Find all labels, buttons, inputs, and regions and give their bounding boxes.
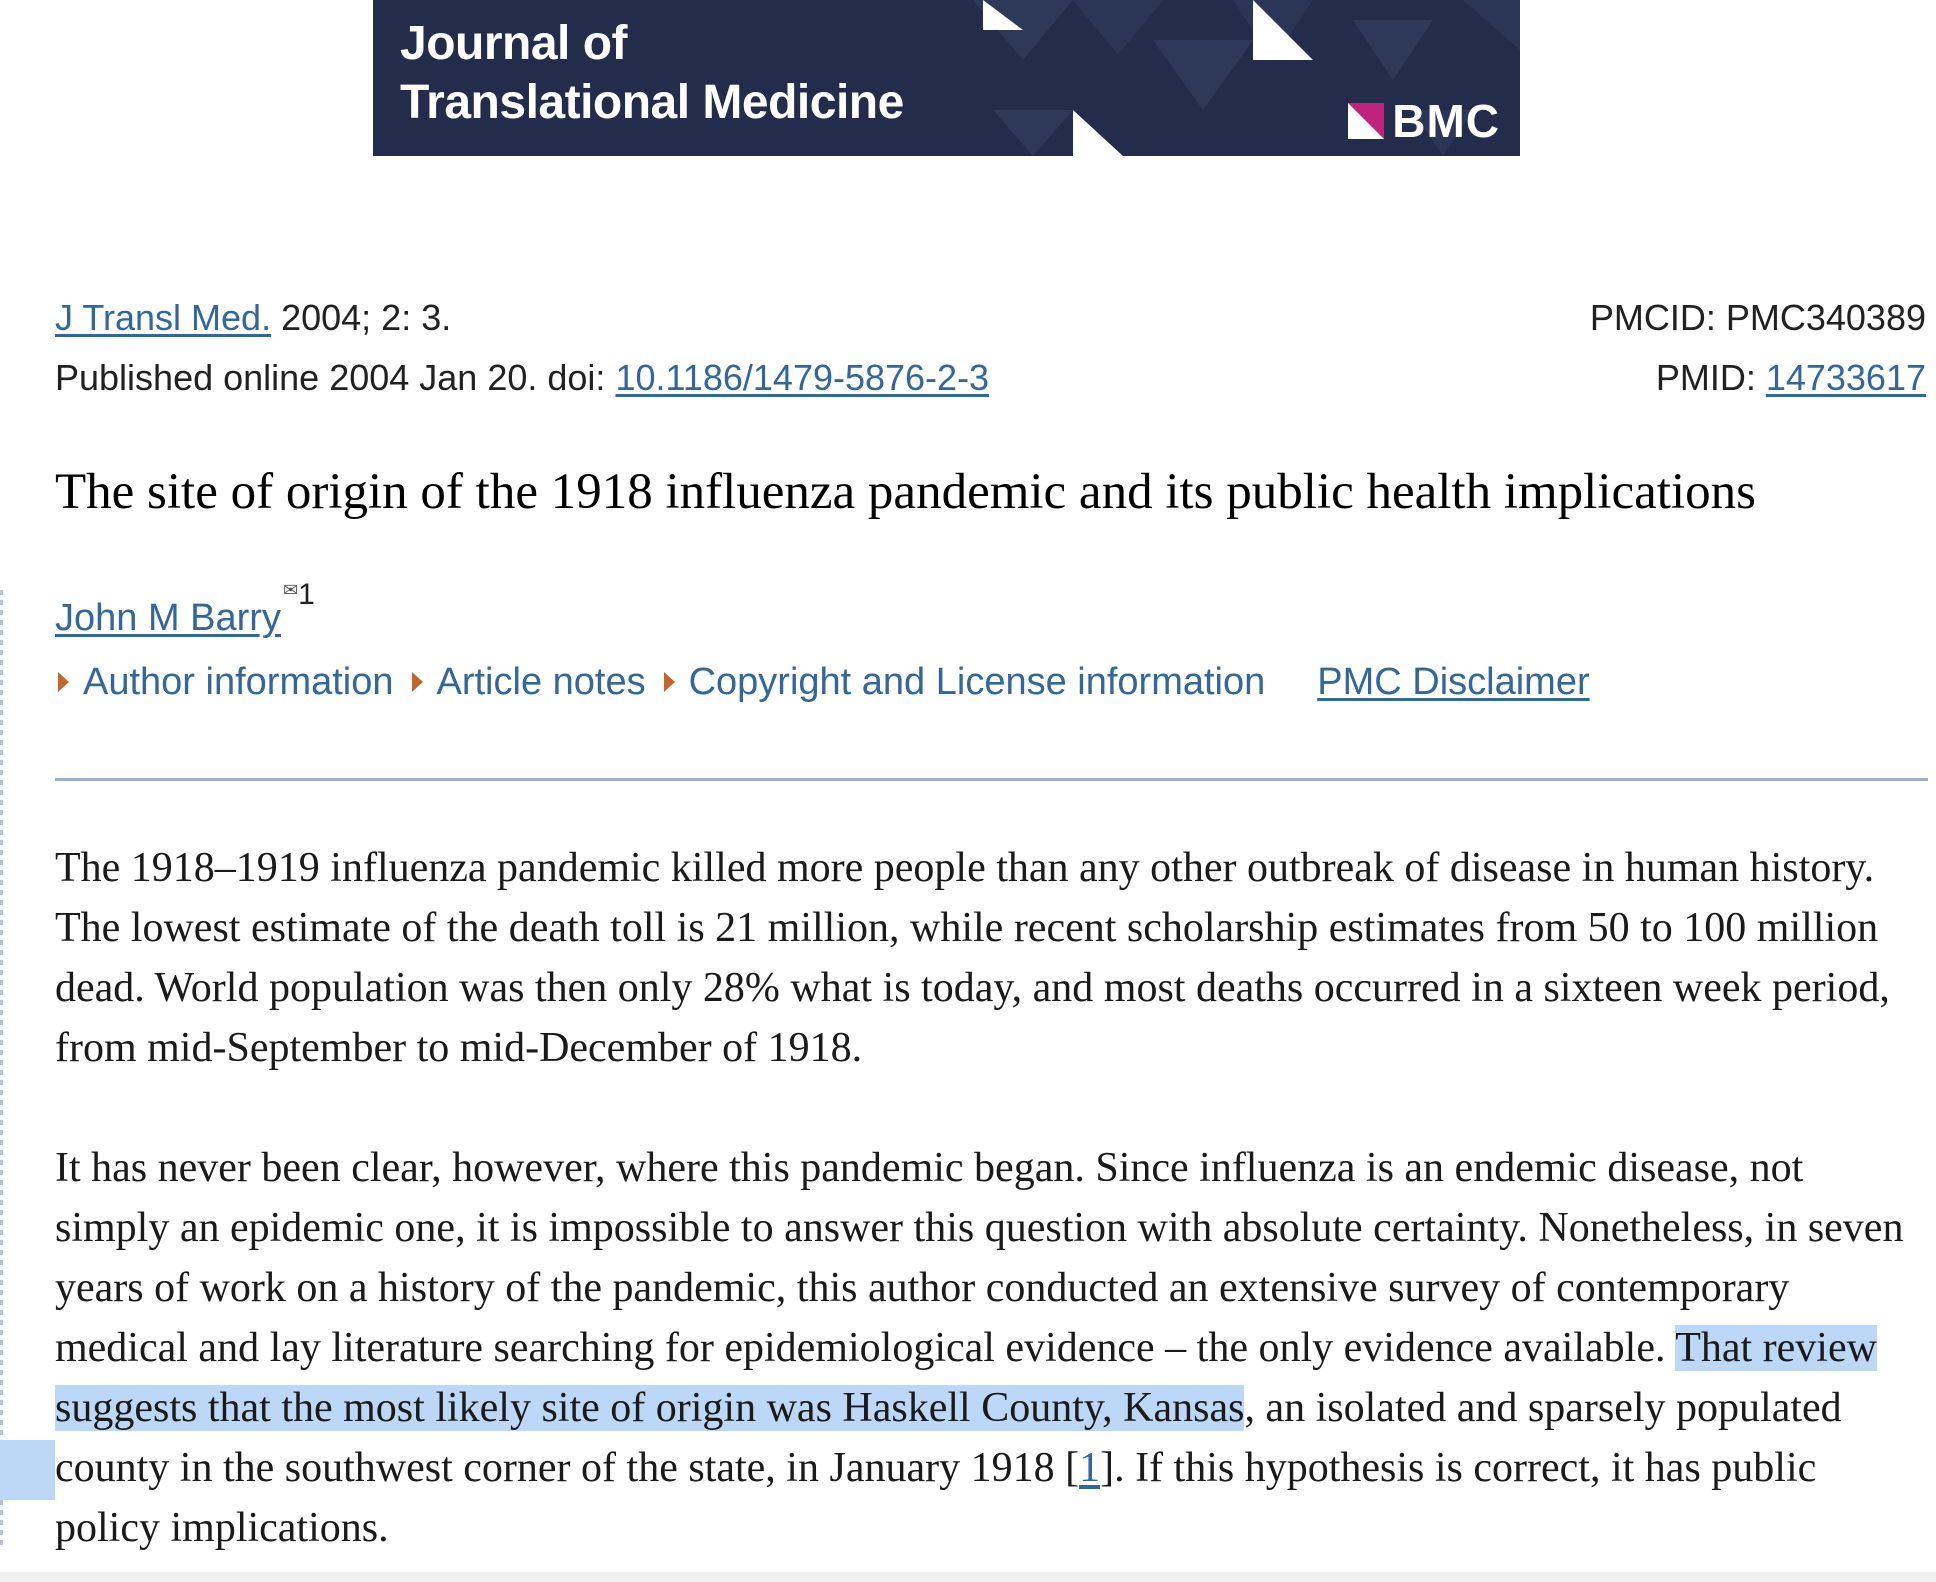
paragraph-2-start: It has never been clear, however, where this pandemic began. Since influenza is an endemic disease, not simply an epidemic one, it is impossible to answer this question with absolute certainty. Nonetheless, in seven years of work on a history of the pandemic, this author conducted an extensive survey of contemporary medical and lay literature searching for epidemiological evidence – the only evidence available. [55,1145,1904,1371]
article-title: The site of origin of the 1918 influenza pandemic and its public health implications [55,464,1756,520]
copyright-toggle[interactable] [664,652,1266,712]
journal-title [400,14,904,132]
author-link[interactable]: John M Barry [55,597,281,639]
bmc-mark-icon [1348,103,1384,139]
pmid-link[interactable]: 14733617 [1765,357,1926,398]
journal-title-line1: Journal of [400,17,628,70]
citation-line1 [55,288,989,348]
paragraph-2-mid: , an isolated and sparsely populated county in the southwest corner of the state, in January 1918 [ [55,1385,1842,1491]
article-notes-toggle[interactable] [412,652,646,712]
doi-link[interactable]: 10.1186/1479-5876-2-3 [615,357,990,398]
author-affiliation: 1 [298,578,315,611]
selection-highlight-margin [0,1440,55,1500]
highlighted-text: That review suggests that the most likely site of origin was Haskell County, Kansas [55,1325,1877,1431]
reference-link[interactable]: 1 [1079,1445,1101,1491]
article-notes-label: Article notes [436,661,646,703]
volume-info: 2004; 2: 3. [281,297,452,338]
citation-line2 [55,348,989,408]
pmid-line [1590,348,1926,408]
publisher-name: BMC [1392,95,1500,147]
paragraph-1: The 1918–1919 influenza pandemic killed more people than any other outbreak of disease in human history. The lowest estimate of the death toll is 21 million, while recent scholarship estimates from 50 to 100 million dead. World population was then only 28% what is today, and most deaths occurred in a sixteen week period, from mid-September to mid-December of 1918. [55,845,1890,1071]
divider [55,778,1928,781]
journal-link[interactable]: J Transl Med. [55,297,272,338]
author-information-toggle[interactable] [58,652,394,712]
author-line [55,558,315,650]
copyright-label: Copyright and License information [688,661,1266,703]
published-date: Published online 2004 Jan 20. doi: [55,357,616,398]
pmc-disclaimer-link[interactable]: PMC Disclaimer [1317,661,1590,703]
caret-right-icon [412,672,423,692]
margin-guide [0,590,3,1550]
paragraph-2-end: ]. If this hypothesis is correct, it has public policy implications. [55,1445,1817,1551]
journal-title-line2: Translational Medicine [400,76,904,129]
pmcid: PMCID: PMC340389 [1589,297,1926,338]
bottom-bar [0,1572,1936,1582]
author-information-label: Author information [83,661,394,703]
caret-right-icon [664,672,675,692]
caret-right-icon [58,672,69,692]
citation-block [55,288,989,408]
article-sections [58,652,1590,712]
identifiers-block [1590,288,1926,408]
paragraph-2 [55,1138,1925,1558]
journal-banner[interactable] [373,0,1520,156]
email-icon[interactable]: ✉ [282,580,299,600]
pmid-label: PMID: [1655,357,1766,398]
bmc-logo [1348,96,1500,146]
